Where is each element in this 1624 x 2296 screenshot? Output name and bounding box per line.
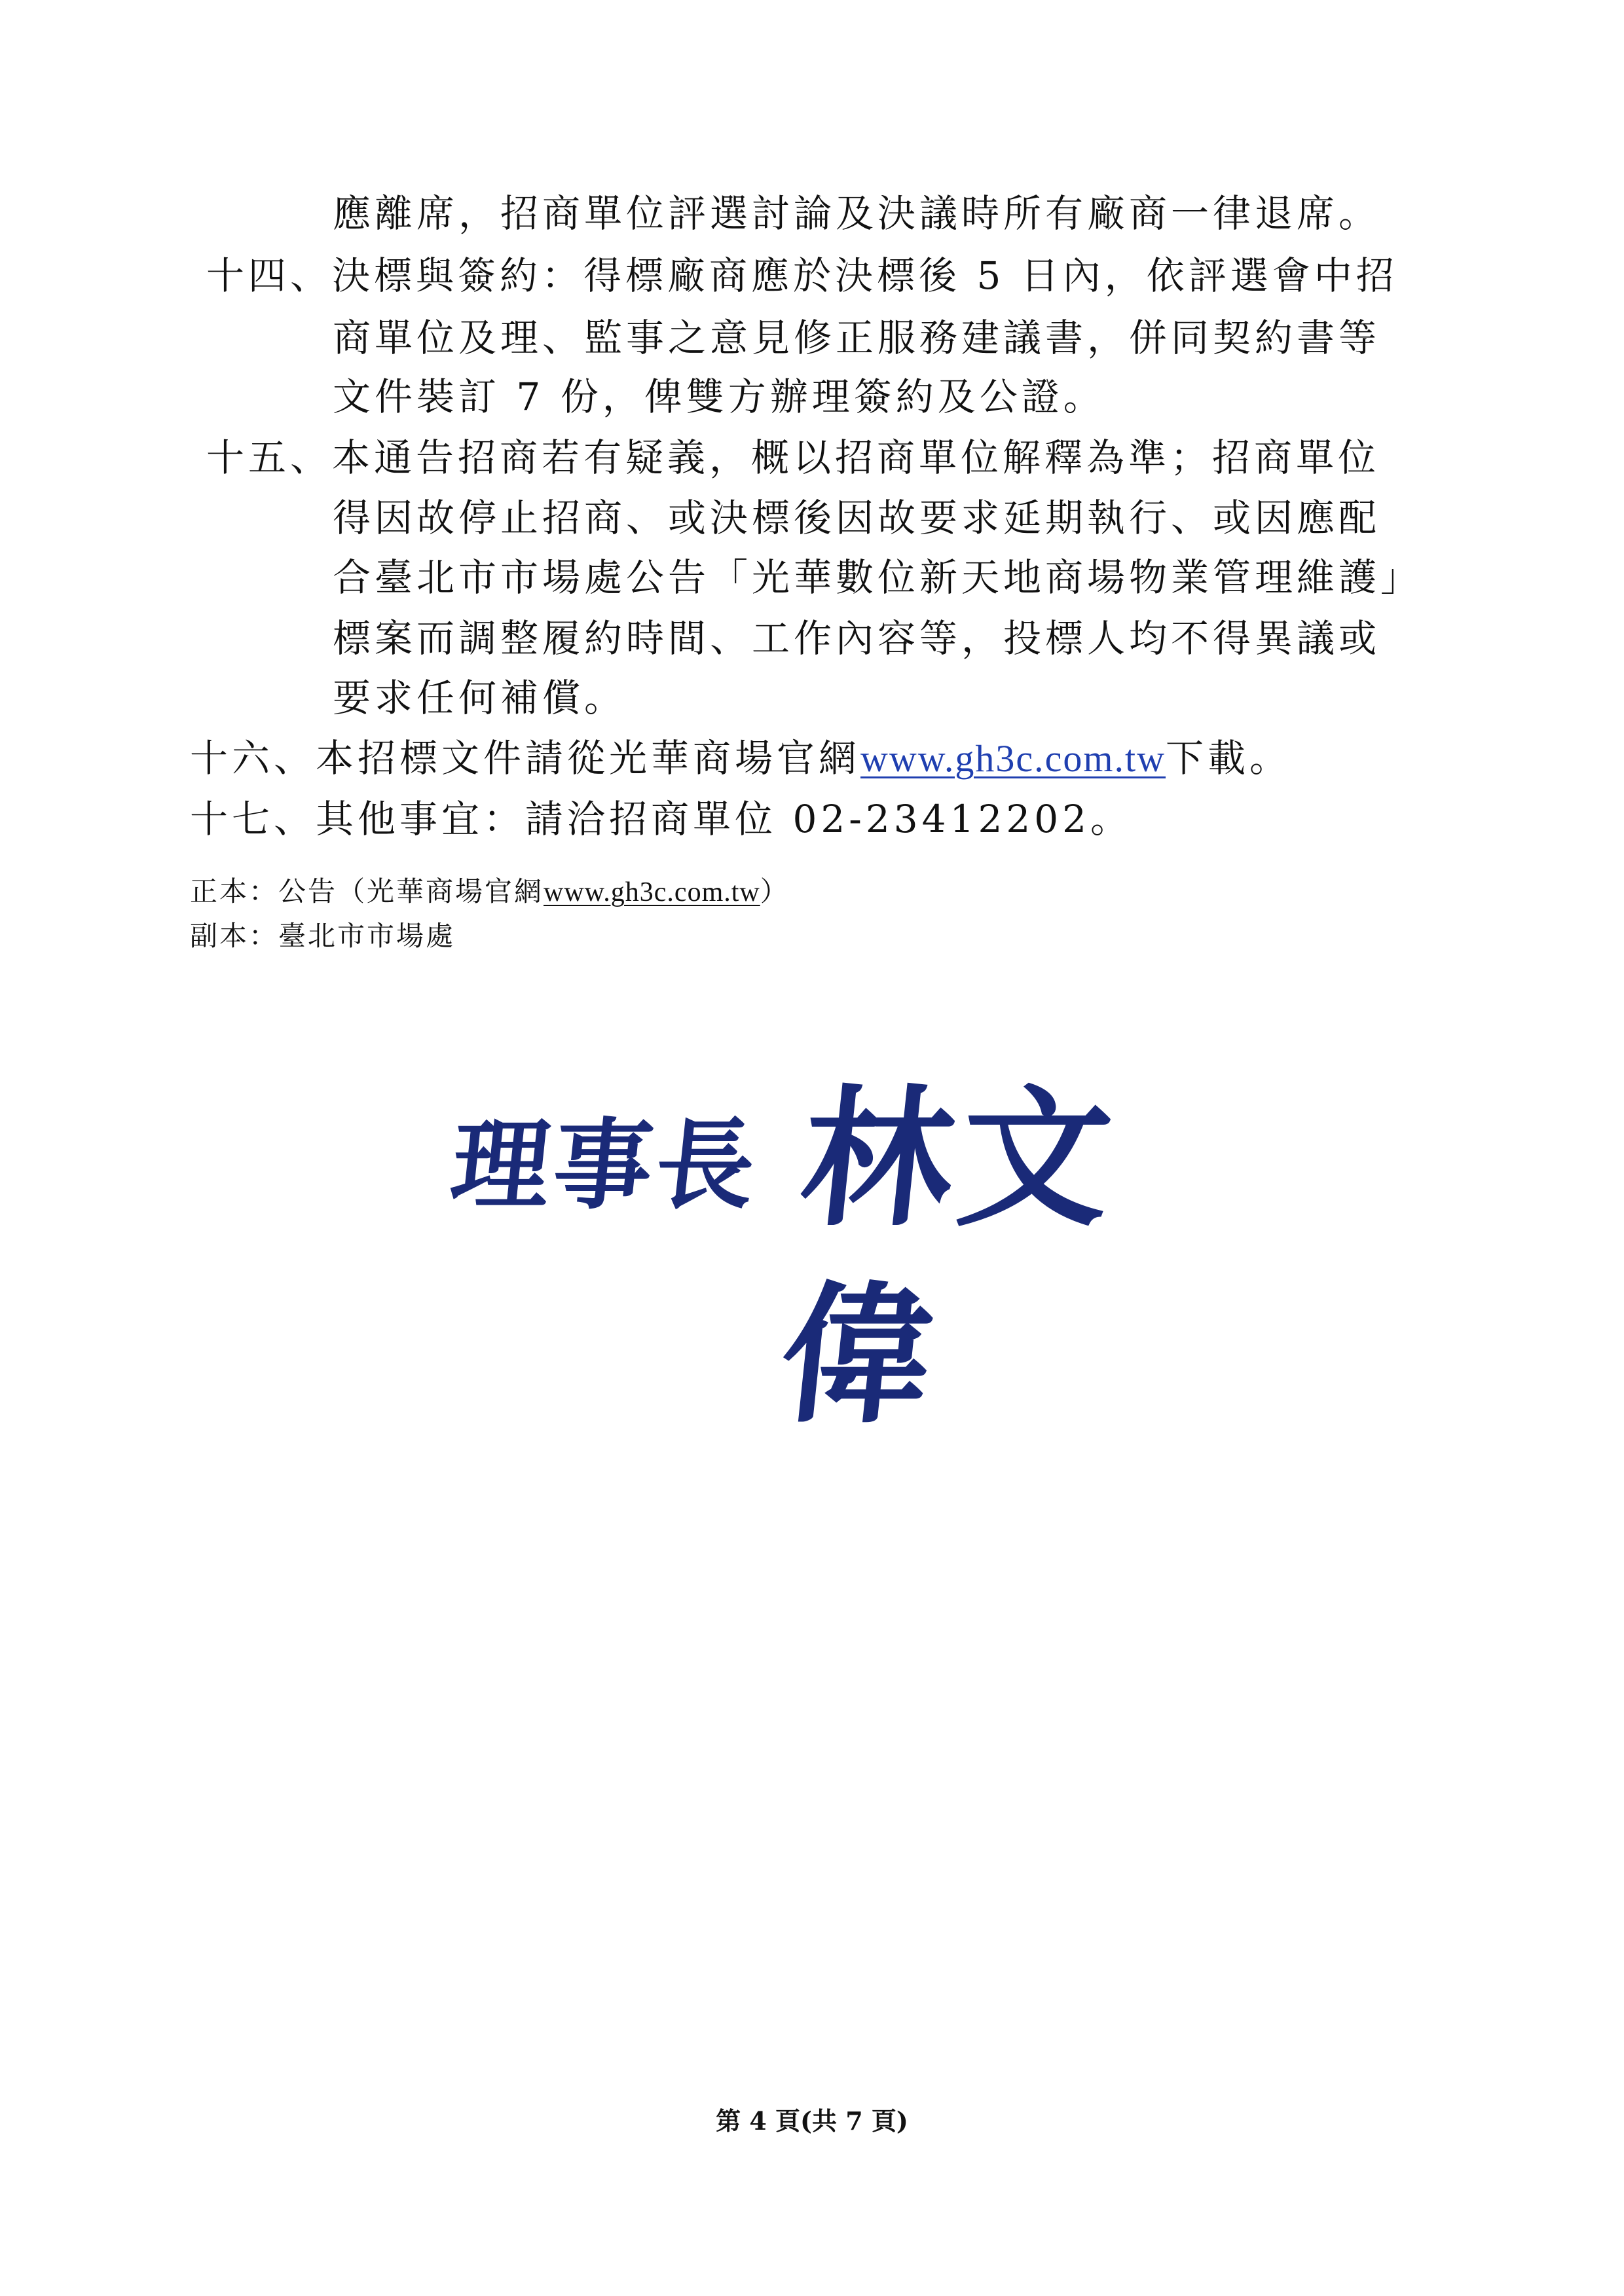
body-line-item16: [190, 732, 1291, 785]
body-line-item17: 十七、其他事宜：請洽招商單位 02-23412202。: [190, 797, 1133, 841]
signature-title: 理事長: [445, 1108, 765, 1223]
body-line-3: 商單位及理、監事之意見修正服務建議書，併同契約書等: [333, 316, 1381, 360]
page-number: 第 4 頁(共 7 頁): [716, 2106, 908, 2136]
original-copy-link[interactable]: www.gh3c.com.tw: [544, 877, 760, 907]
original-copy-prefix: 正本：公告（光華商場官網: [190, 875, 544, 907]
body-line-8: 標案而調整履約時間、工作內容等，投標人均不得異議或: [333, 616, 1381, 661]
signature-name: 林文偉: [773, 1070, 1126, 1444]
body-line-item14: 十四、決標與簽約：得標廠商應於決標後 5 日內，依評選會中招: [206, 253, 1398, 298]
item16-prefix: 十六、本招標文件請從光華商場官網: [190, 736, 861, 780]
chairman-signature-stamp: [445, 1061, 1238, 1444]
body-line-4: 文件裝訂 7 份，俾雙方辦理簽約及公證。: [333, 374, 1105, 419]
body-line-7: 合臺北市市場處公告「光華數位新天地商場物業管理維護」: [333, 555, 1423, 600]
body-line-item15: 十五、本通告招商若有疑義，概以招商單位解釋為準；招商單位: [206, 435, 1380, 480]
duplicate-copy-line: 副本：臺北市市場處: [190, 920, 456, 952]
original-copy-line: [190, 872, 790, 912]
original-copy-suffix: ）: [760, 875, 790, 907]
website-link[interactable]: www.gh3c.com.tw: [860, 737, 1166, 780]
body-line-6: 得因故停止招商、或決標後因故要求延期執行、或因應配: [333, 496, 1381, 540]
item16-suffix: 下載。: [1166, 736, 1292, 780]
body-line-9: 要求任何補償。: [333, 676, 627, 720]
body-line-1: 應離席，招商單位評選討論及決議時所有廠商一律退席。: [333, 191, 1381, 236]
